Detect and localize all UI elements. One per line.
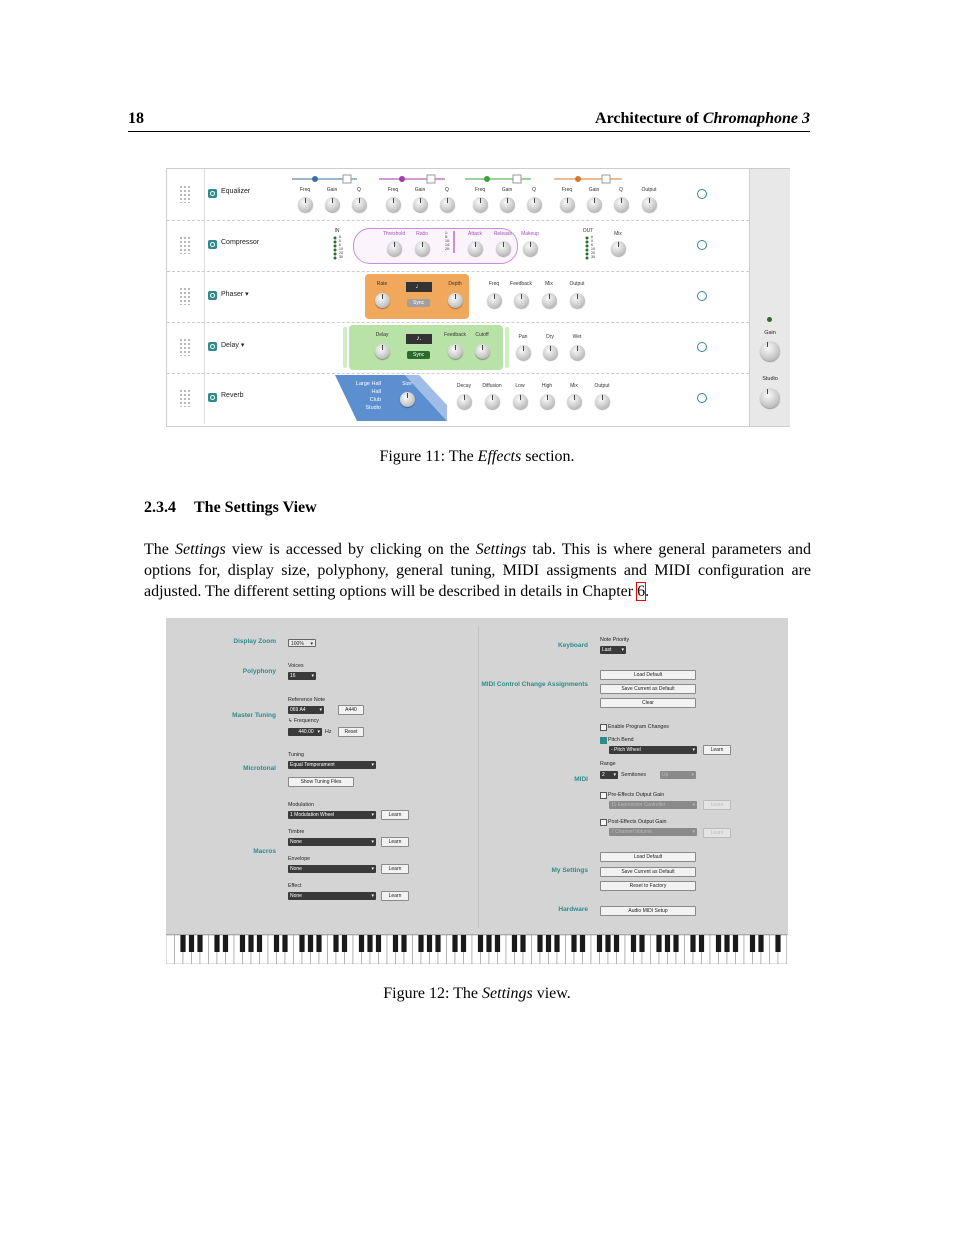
knob-label: Freq bbox=[474, 187, 486, 193]
meter-tick: 20 bbox=[591, 251, 595, 255]
knob[interactable] bbox=[642, 197, 657, 212]
caption-italic: Effects bbox=[477, 448, 522, 465]
black-key[interactable] bbox=[537, 935, 542, 952]
ratio-tick: 5: bbox=[445, 235, 448, 239]
black-key[interactable] bbox=[656, 935, 661, 952]
knob[interactable] bbox=[413, 197, 428, 212]
divider bbox=[204, 373, 205, 424]
knob[interactable] bbox=[523, 241, 538, 256]
meter-tick: 6 bbox=[339, 235, 341, 239]
knob-label: Mix bbox=[614, 231, 622, 237]
black-key[interactable] bbox=[461, 935, 466, 952]
knob[interactable] bbox=[570, 293, 585, 308]
delay-bar-left bbox=[343, 327, 347, 368]
macro-dropdown[interactable]: None ▾ bbox=[288, 865, 376, 873]
clear-button[interactable]: Clear bbox=[600, 698, 696, 708]
black-key[interactable] bbox=[571, 935, 576, 952]
meter-ticks bbox=[591, 235, 595, 259]
post-effects-dropdown[interactable]: 7 Channel Volume ▾ bbox=[609, 828, 697, 836]
learn-button[interactable]: Learn bbox=[381, 837, 409, 847]
knob[interactable] bbox=[595, 394, 610, 409]
reference-note-label: Reference Note bbox=[288, 697, 326, 703]
figure-12-caption bbox=[0, 985, 954, 1003]
divider bbox=[204, 271, 205, 322]
tuning-label: Tuning bbox=[288, 752, 304, 758]
knob-label: Output bbox=[569, 281, 585, 287]
note-value-display[interactable]: ♩ bbox=[406, 282, 432, 292]
black-key[interactable] bbox=[189, 935, 194, 952]
black-key[interactable] bbox=[673, 935, 678, 952]
knob-label: Size bbox=[402, 381, 412, 387]
meter-tick: 6 bbox=[339, 243, 341, 247]
save-default-button[interactable]: Save Current as Default bbox=[600, 684, 696, 694]
effect-name-text: Delay bbox=[221, 342, 239, 349]
black-key[interactable] bbox=[359, 935, 364, 952]
knob[interactable] bbox=[527, 197, 542, 212]
knob[interactable] bbox=[611, 241, 626, 256]
chevron-down-icon[interactable]: ▾ bbox=[240, 342, 245, 349]
knob[interactable] bbox=[614, 197, 629, 212]
semitones-label: Semitones bbox=[621, 772, 647, 778]
ratio-tick: 1: bbox=[445, 231, 448, 235]
knob-label: Q bbox=[445, 187, 449, 193]
caption-suffix: view. bbox=[532, 985, 571, 1002]
knob[interactable] bbox=[448, 293, 463, 308]
black-key[interactable] bbox=[316, 935, 321, 952]
drag-handle-icon[interactable] bbox=[179, 389, 191, 407]
settings-figure bbox=[166, 618, 788, 963]
meter-tick: 30 bbox=[591, 255, 595, 259]
knob[interactable] bbox=[457, 394, 472, 409]
knob[interactable] bbox=[352, 197, 367, 212]
effect-name: Compressor bbox=[221, 239, 260, 246]
knob[interactable] bbox=[587, 197, 602, 212]
knob-label: Wet bbox=[572, 334, 582, 340]
studio-knob[interactable] bbox=[760, 388, 780, 408]
macro-dropdown[interactable]: None ▾ bbox=[288, 838, 376, 846]
drag-handle-icon[interactable] bbox=[179, 287, 191, 305]
pitch-bend-checkbox[interactable] bbox=[600, 737, 607, 744]
knob[interactable] bbox=[400, 392, 415, 407]
reverb-type-option[interactable]: Large Hall bbox=[355, 381, 381, 387]
more-options-icon[interactable] bbox=[697, 240, 707, 250]
more-options-icon[interactable] bbox=[697, 393, 707, 403]
knob[interactable] bbox=[570, 345, 585, 360]
black-key[interactable] bbox=[690, 935, 695, 952]
black-key[interactable] bbox=[282, 935, 287, 952]
section-label-polyphony: Polyphony bbox=[242, 668, 276, 675]
reverb-type-option[interactable]: Club bbox=[369, 397, 381, 403]
section-label-my-settings: My Settings bbox=[551, 867, 588, 874]
gain-reduction-meter bbox=[453, 231, 455, 253]
knob-label: High bbox=[541, 383, 553, 389]
sync-button[interactable]: Sync bbox=[407, 299, 430, 307]
meter-tick: 10 bbox=[339, 247, 343, 251]
macro-label: Modulation bbox=[288, 802, 314, 808]
section-label-display-zoom: Display Zoom bbox=[233, 638, 276, 645]
a440-button[interactable]: A440 bbox=[338, 705, 364, 715]
knob-label: Depth bbox=[448, 281, 462, 287]
black-key[interactable] bbox=[699, 935, 704, 952]
learn-button[interactable]: Learn bbox=[381, 864, 409, 874]
pre-effects-dropdown[interactable]: 11 Expression Controller ▾ bbox=[609, 801, 697, 809]
eq-band-line-4 bbox=[552, 173, 627, 185]
knob[interactable] bbox=[487, 293, 502, 308]
reference-note-dropdown[interactable]: 069 A4 ▾ bbox=[288, 706, 324, 714]
ratio-tick: 20: bbox=[445, 247, 450, 251]
delay-row bbox=[167, 322, 749, 374]
note-priority-dropdown[interactable]: Last ▾ bbox=[600, 646, 626, 654]
section-label-midi: MIDI bbox=[574, 776, 588, 783]
black-key[interactable] bbox=[342, 935, 347, 952]
caption-suffix: section. bbox=[521, 448, 575, 465]
black-key[interactable] bbox=[724, 935, 729, 952]
divider bbox=[204, 322, 205, 373]
knob-label: Gain bbox=[501, 187, 513, 193]
more-options-icon[interactable] bbox=[697, 291, 707, 301]
pitch-bend-dropdown[interactable]: - Pitch Wheel ▾ bbox=[609, 746, 697, 754]
knob[interactable] bbox=[468, 241, 483, 256]
effect-name bbox=[221, 290, 249, 298]
text-italic: Settings bbox=[475, 541, 527, 558]
knob-label: Freq bbox=[561, 187, 573, 193]
black-key[interactable] bbox=[614, 935, 619, 952]
direction-dropdown[interactable]: Up ▾ bbox=[660, 771, 696, 779]
knob-label: Diffusion bbox=[482, 383, 502, 389]
knob[interactable] bbox=[543, 345, 558, 360]
ratio-ticks bbox=[445, 231, 450, 251]
zoom-dropdown[interactable]: 100% ▾ bbox=[288, 639, 316, 647]
compressor-row bbox=[167, 220, 749, 272]
knob[interactable] bbox=[567, 394, 582, 409]
load-default-button[interactable]: Load Default bbox=[600, 852, 696, 862]
knob-label: Gain bbox=[326, 187, 338, 193]
black-key[interactable] bbox=[631, 935, 636, 952]
knob-label: Release bbox=[493, 231, 513, 237]
phaser-row bbox=[167, 271, 749, 323]
section-label-macros: Macros bbox=[253, 848, 276, 855]
meter-label-out: OUT bbox=[582, 228, 594, 234]
page-number: 18 bbox=[128, 110, 144, 127]
knob[interactable] bbox=[415, 241, 430, 256]
black-key[interactable] bbox=[452, 935, 457, 952]
knob-label: Freq bbox=[299, 187, 311, 193]
text-run: The bbox=[144, 541, 176, 558]
drag-handle-icon[interactable] bbox=[179, 338, 191, 356]
audio-midi-setup-button[interactable]: Audio MIDI Setup bbox=[600, 906, 696, 916]
text-run: tab. This is where general parameters and options for, display size, polyphony, general tuning, MIDI assigments and MIDI configuration are adjusted. The different setting options will be described in details in Chapter bbox=[144, 541, 811, 600]
knob[interactable] bbox=[386, 197, 401, 212]
section-number: 2.3.4 bbox=[144, 499, 176, 516]
text-run: . bbox=[645, 583, 650, 600]
knob-label: Freq bbox=[488, 281, 500, 287]
led-indicator bbox=[767, 317, 772, 322]
divider bbox=[204, 169, 205, 220]
meter-tick: 0 bbox=[591, 239, 593, 243]
black-key[interactable] bbox=[427, 935, 432, 952]
black-key[interactable] bbox=[605, 935, 610, 952]
knob[interactable] bbox=[496, 241, 511, 256]
note-priority-label: Note Priority bbox=[600, 637, 630, 643]
figure-11-caption bbox=[0, 448, 954, 466]
tuning-dropdown[interactable]: Equal Temperament ▾ bbox=[288, 761, 376, 769]
drag-handle-icon[interactable] bbox=[179, 236, 191, 254]
black-key[interactable] bbox=[758, 935, 763, 952]
range-label: Range bbox=[600, 761, 616, 767]
knob[interactable] bbox=[325, 197, 340, 212]
knob[interactable] bbox=[500, 197, 515, 212]
black-key[interactable] bbox=[512, 935, 517, 952]
knob-label: Feedback bbox=[444, 332, 466, 338]
power-icon[interactable] bbox=[208, 342, 217, 351]
chapter-link[interactable]: 6 bbox=[637, 583, 646, 600]
black-key[interactable] bbox=[486, 935, 491, 952]
running-header-italic: Chromaphone 3 bbox=[702, 110, 810, 127]
knob-label: Pan bbox=[518, 334, 528, 340]
pre-effects-checkbox[interactable] bbox=[600, 792, 607, 799]
knob-label: Low bbox=[515, 383, 525, 389]
black-key[interactable] bbox=[435, 935, 440, 952]
learn-button[interactable]: Learn bbox=[703, 828, 731, 838]
meter-tick: 30 bbox=[339, 255, 343, 259]
black-key[interactable] bbox=[197, 935, 202, 952]
black-key[interactable] bbox=[716, 935, 721, 952]
caption-prefix: Figure 12: The bbox=[383, 985, 483, 1002]
knob-label: Makeup bbox=[521, 231, 539, 237]
reset-button[interactable]: Reset bbox=[338, 727, 364, 737]
knob[interactable] bbox=[540, 394, 555, 409]
black-key[interactable] bbox=[597, 935, 602, 952]
eq-band-lines bbox=[287, 173, 557, 185]
knob[interactable] bbox=[516, 345, 531, 360]
section-label-master-tuning: Master Tuning bbox=[232, 712, 276, 719]
black-key[interactable] bbox=[223, 935, 228, 952]
knob-label: Gain bbox=[588, 187, 600, 193]
macro-dropdown[interactable]: None ▾ bbox=[288, 892, 376, 900]
knob[interactable] bbox=[485, 394, 500, 409]
drag-handle-icon[interactable] bbox=[179, 185, 191, 203]
black-key[interactable] bbox=[478, 935, 483, 952]
effect-name-text: Phaser bbox=[221, 291, 244, 298]
knob[interactable] bbox=[560, 197, 575, 212]
header-rule bbox=[128, 131, 810, 132]
black-key[interactable] bbox=[333, 935, 338, 952]
knob-label: Dry bbox=[546, 334, 554, 340]
knob-label: Cutoff bbox=[475, 332, 489, 338]
learn-button[interactable]: Learn bbox=[703, 745, 731, 755]
black-key[interactable] bbox=[214, 935, 219, 952]
enable-program-changes-checkbox[interactable] bbox=[600, 724, 607, 731]
section-label-keyboard: Keyboard bbox=[558, 642, 588, 649]
black-key[interactable] bbox=[376, 935, 381, 952]
voices-label: Voices bbox=[288, 663, 304, 669]
meter-tick: 6 bbox=[591, 243, 593, 247]
knob[interactable] bbox=[375, 344, 390, 359]
show-tuning-files-button[interactable]: Show Tuning Files bbox=[288, 777, 354, 787]
knob-label: Mix bbox=[570, 383, 578, 389]
macro-label: Effect bbox=[288, 883, 302, 889]
range-dropdown[interactable]: 2 ▾ bbox=[600, 771, 618, 779]
macro-label: Envelope bbox=[288, 856, 311, 862]
black-key[interactable] bbox=[775, 935, 780, 952]
reverb-row bbox=[167, 373, 749, 424]
chevron-down-icon[interactable]: ▾ bbox=[245, 291, 249, 298]
caption-prefix: Figure 11: The bbox=[379, 448, 478, 465]
knob-label: Q bbox=[619, 187, 623, 193]
black-key[interactable] bbox=[733, 935, 738, 952]
black-key[interactable] bbox=[418, 935, 423, 952]
meter-tick: 0 bbox=[339, 239, 341, 243]
post-effects-label: Post-Effects Output Gain bbox=[608, 819, 667, 825]
ratio-tick: 14: bbox=[445, 243, 450, 247]
section-label-midi-cc: MIDI Control Change Assignments bbox=[481, 681, 588, 688]
black-key[interactable] bbox=[248, 935, 253, 952]
learn-button[interactable]: Learn bbox=[381, 891, 409, 901]
knob[interactable] bbox=[473, 197, 488, 212]
meter-label-in: IN bbox=[334, 228, 340, 234]
knob[interactable] bbox=[542, 293, 557, 308]
reset-factory-button[interactable]: Reset to Factory bbox=[600, 881, 696, 891]
effect-name: Equalizer bbox=[221, 188, 251, 195]
knob[interactable] bbox=[298, 197, 313, 212]
load-default-button[interactable]: Load Default bbox=[600, 670, 696, 680]
knob-label: Delay bbox=[375, 332, 389, 338]
white-key[interactable] bbox=[166, 935, 175, 964]
meter-ticks bbox=[339, 235, 343, 259]
black-key[interactable] bbox=[299, 935, 304, 952]
black-key[interactable] bbox=[554, 935, 559, 952]
meter-tick: 6 bbox=[591, 235, 593, 239]
black-key[interactable] bbox=[495, 935, 500, 952]
knob-label: Feedback bbox=[510, 281, 532, 287]
black-key[interactable] bbox=[401, 935, 406, 952]
black-key[interactable] bbox=[580, 935, 585, 952]
meter-tick: 20 bbox=[339, 251, 343, 255]
gain-knob[interactable] bbox=[760, 341, 780, 361]
black-key[interactable] bbox=[308, 935, 313, 952]
effects-figure bbox=[166, 168, 790, 427]
meter-tick: 10 bbox=[591, 247, 595, 251]
power-icon[interactable] bbox=[208, 393, 217, 402]
section-heading bbox=[144, 499, 317, 517]
frequency-field[interactable]: 440.00 ▾ bbox=[288, 728, 322, 736]
power-icon[interactable] bbox=[208, 240, 217, 249]
piano-keys[interactable] bbox=[166, 935, 788, 964]
more-options-icon[interactable] bbox=[697, 189, 707, 199]
sync-button[interactable]: Sync bbox=[407, 351, 430, 359]
knob-label: Rate bbox=[376, 281, 388, 287]
black-key[interactable] bbox=[367, 935, 372, 952]
black-key[interactable] bbox=[665, 935, 670, 952]
black-key[interactable] bbox=[750, 935, 755, 952]
gain-panel bbox=[749, 169, 790, 426]
post-effects-checkbox[interactable] bbox=[600, 819, 607, 826]
power-icon[interactable] bbox=[208, 291, 217, 300]
knob-label: Output bbox=[641, 187, 657, 193]
knob-label: Ratio bbox=[416, 231, 428, 237]
equalizer-row bbox=[167, 169, 749, 221]
ratio-tick: 10: bbox=[445, 239, 450, 243]
caption-italic: Settings bbox=[482, 985, 533, 1002]
power-icon[interactable] bbox=[208, 189, 217, 198]
knob-label: Threshold bbox=[382, 231, 406, 237]
save-default-button[interactable]: Save Current as Default bbox=[600, 867, 696, 877]
black-key[interactable] bbox=[546, 935, 551, 952]
pre-effects-label: Pre-Effects Output Gain bbox=[608, 792, 665, 798]
section-title: The Settings View bbox=[194, 499, 317, 516]
knob-label: Output bbox=[594, 383, 610, 389]
knob[interactable] bbox=[448, 344, 463, 359]
voices-dropdown[interactable]: 16 ▾ bbox=[288, 672, 316, 680]
reverb-type-option[interactable]: Hall bbox=[371, 389, 381, 395]
black-key[interactable] bbox=[257, 935, 262, 952]
knob[interactable] bbox=[387, 241, 402, 256]
effect-name: Reverb bbox=[221, 392, 244, 399]
section-label-hardware: Hardware bbox=[558, 906, 588, 913]
learn-button[interactable]: Learn bbox=[703, 800, 731, 810]
knob-label: Freq bbox=[387, 187, 399, 193]
hz-label: Hz bbox=[325, 729, 332, 735]
black-key[interactable] bbox=[240, 935, 245, 952]
more-options-icon[interactable] bbox=[697, 342, 707, 352]
piano-keyboard[interactable] bbox=[166, 934, 788, 964]
enable-program-changes-label: Enable Program Changes bbox=[608, 724, 669, 730]
running-header-prefix: Architecture of bbox=[595, 110, 703, 127]
reverb-type-option[interactable]: Studio bbox=[365, 405, 381, 411]
section-label-microtonal: Microtonal bbox=[243, 765, 276, 772]
effect-name bbox=[221, 341, 244, 349]
knob[interactable] bbox=[513, 394, 528, 409]
macro-label: Timbre bbox=[288, 829, 305, 835]
reverb-types bbox=[351, 380, 381, 412]
knob-label: Decay bbox=[456, 383, 472, 389]
knob[interactable] bbox=[514, 293, 529, 308]
gain-label: Gain bbox=[764, 330, 776, 336]
divider bbox=[204, 220, 205, 271]
knob-label: Gain bbox=[414, 187, 426, 193]
knob-label: Mix bbox=[545, 281, 553, 287]
knob-label: Q bbox=[357, 187, 361, 193]
learn-button[interactable]: Learn bbox=[381, 810, 409, 820]
black-key[interactable] bbox=[520, 935, 525, 952]
text-italic: Settings bbox=[175, 541, 226, 558]
knob-label: Attack bbox=[468, 231, 482, 237]
body-paragraph bbox=[144, 539, 811, 602]
knob[interactable] bbox=[375, 293, 390, 308]
black-key[interactable] bbox=[639, 935, 644, 952]
note-value-display[interactable]: ♪. bbox=[406, 334, 432, 344]
studio-label: Studio bbox=[762, 376, 778, 382]
macro-dropdown[interactable]: 1 Modulation Wheel ▾ bbox=[288, 811, 376, 819]
black-key[interactable] bbox=[274, 935, 279, 952]
knob[interactable] bbox=[440, 197, 455, 212]
black-key[interactable] bbox=[393, 935, 398, 952]
knob-label: Q bbox=[532, 187, 536, 193]
text-run: view is accessed by clicking on the bbox=[225, 541, 476, 558]
pitch-bend-label: Pitch Bend bbox=[608, 737, 634, 743]
running-header bbox=[595, 110, 810, 128]
frequency-label: ↳ Frequency bbox=[288, 718, 319, 724]
knob[interactable] bbox=[475, 344, 490, 359]
black-key[interactable] bbox=[180, 935, 185, 952]
